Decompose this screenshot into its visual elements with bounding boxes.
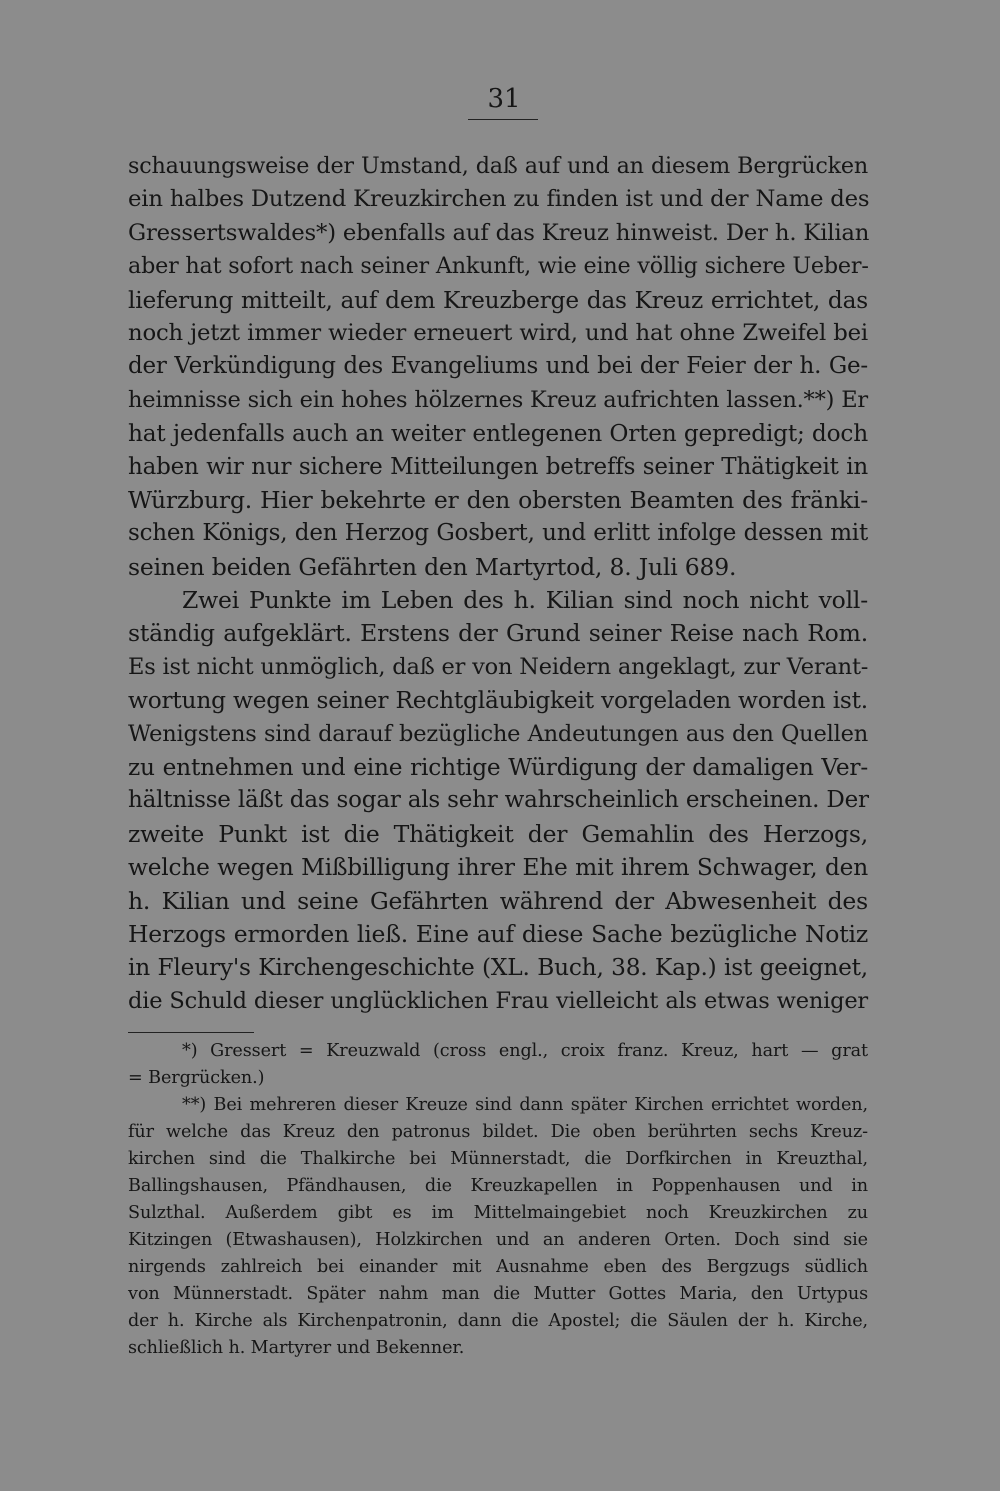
body-text: [128, 150, 868, 1018]
footnote-line: nirgends zahlreich bei einander mit Ausnahme eben des Bergzugs südlich: [128, 1257, 868, 1277]
text-line: ein halbes Dutzend Kreuzkirchen zu finden ist und der Name des: [128, 186, 870, 213]
text-line: haben wir nur sichere Mitteilungen betreffs seiner Thätigkeit in: [128, 453, 868, 480]
footnote-line: von Münnerstadt. Später nahm man die Mutter Gottes Maria, den Urtypus: [128, 1284, 868, 1304]
text-line: in Fleury's Kirchengeschichte (XL. Buch, 38. Kap.) ist geeignet,: [128, 954, 868, 982]
text-line: wortung wegen seiner Rechtgläubigkeit vorgeladen worden ist.: [128, 687, 868, 715]
text-line: hat jedenfalls auch an weiter entlegenen Orten gepredigt; doch: [128, 420, 868, 448]
footnote-line: Sulzthal. Außerdem gibt es im Mittelmaingebiet noch Kreuzkirchen zu: [128, 1203, 868, 1223]
text-line: der Verkündigung des Evangeliums und bei der Feier der h. Ge-: [128, 353, 868, 380]
text-line: Würzburg. Hier bekehrte er den obersten Beamten des fränki-: [128, 485, 868, 514]
footnote-line: Kitzingen (Etwashausen), Holzkirchen und an anderen Orten. Doch sind sie: [128, 1230, 868, 1250]
text-line: Herzogs ermorden ließ. Eine auf diese Sache bezügliche Notiz: [128, 919, 868, 948]
text-line: zweite Punkt ist die Thätigkeit der Gemahlin des Herzogs,: [128, 819, 868, 848]
footnote-rule: [128, 1032, 254, 1033]
header-rule: [468, 119, 538, 120]
footnote-line: für welche das Kreuz den patronus bildet. Die oben berührten sechs Kreuz-: [128, 1122, 868, 1142]
footnote-line: **) Bei mehreren dieser Kreuze sind dann später Kirchen errichtet worden,: [182, 1095, 868, 1115]
text-line: noch jetzt immer wieder erneuert wird, und hat ohne Zweifel bei: [128, 319, 868, 346]
text-line: Wenigstens sind darauf bezügliche Andeutungen aus den Quellen: [128, 720, 868, 747]
text-line: Es ist nicht unmöglich, daß er von Neidern angeklagt, zur Verant-: [128, 653, 869, 680]
footnote-line: *) Gressert = Kreuzwald (cross engl., croix franz. Kreuz, hart — grat: [182, 1041, 868, 1061]
text-line: Zwei Punkte im Leben des h. Kilian sind noch nicht voll-: [182, 586, 868, 615]
text-line: schen Königs, den Herzog Gosbert, und erlitt infolge dessen mit: [128, 520, 868, 547]
text-line: seinen beiden Gefährten den Martyrtod, 8. Juli 689.: [128, 552, 737, 581]
text-line: die Schuld dieser unglücklichen Frau vielleicht als etwas weniger: [128, 987, 868, 1014]
text-line: schauungsweise der Umstand, daß auf und an diesem Bergrücken: [128, 153, 868, 179]
footnotes: [128, 1038, 868, 1362]
footnote-line: der h. Kirche als Kirchenpatronin, dann die Apostel; die Säulen der h. Kirche,: [128, 1311, 868, 1331]
text-line: hältnisse läßt das sogar als sehr wahrscheinlich erscheinen. Der: [128, 787, 869, 814]
text-line: h. Kilian und seine Gefährten während der Abwesenheit des: [128, 886, 868, 915]
footnote-line: schließlich h. Martyrer und Bekenner.: [128, 1338, 465, 1358]
text-line: Gressertswaldes*) ebenfalls auf das Kreuz hinweist. Der h. Kilian: [128, 219, 870, 246]
footnote-line: = Bergrücken.): [128, 1068, 265, 1088]
footnote-line: Ballingshausen, Pfändhausen, die Kreuzkapellen in Poppenhausen und in: [128, 1176, 868, 1196]
page-number: 31: [487, 84, 521, 114]
text-line: ständig aufgeklärt. Erstens der Grund seiner Reise nach Rom.: [128, 619, 868, 648]
text-line: welche wegen Mißbilligung ihrer Ehe mit ihrem Schwager, den: [128, 854, 868, 882]
text-line: aber hat sofort nach seiner Ankunft, wie eine völlig sichere Ueber-: [128, 253, 869, 280]
text-line: heimnisse sich ein hohes hölzernes Kreuz aufrichten lassen.**) Er: [128, 386, 868, 413]
footnote-line: kirchen sind die Thalkirche bei Münnerstadt, die Dorfkirchen in Kreuzthal,: [128, 1149, 868, 1169]
text-line: lieferung mitteilt, auf dem Kreuzberge das Kreuz errichtet, das: [128, 286, 868, 314]
text-line: zu entnehmen und eine richtige Würdigung der damaligen Ver-: [128, 754, 868, 782]
